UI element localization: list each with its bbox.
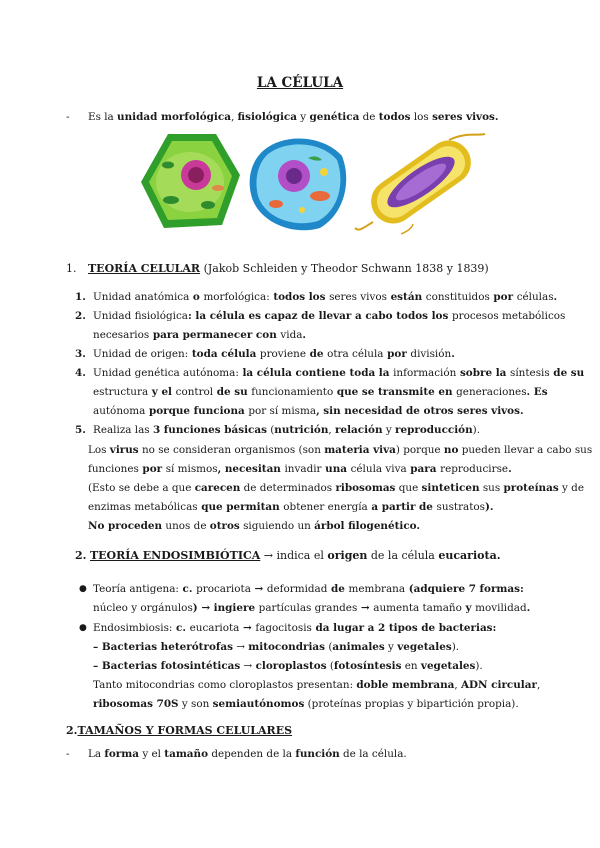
bold-term: , necesitan bbox=[217, 463, 285, 475]
bold-term: seres vivos. bbox=[432, 111, 499, 123]
bullet-line bbox=[93, 676, 540, 695]
text-run: , bbox=[328, 424, 335, 436]
section2-heading: 2. TEORÍA ENDOSIMBIÓTICA → indica el origen de la célula eucariota. bbox=[75, 549, 501, 562]
bullet-line bbox=[93, 695, 519, 714]
text-run: síntesis bbox=[510, 367, 550, 379]
text-run: ). bbox=[451, 641, 460, 653]
text-run: Unidad anatómica bbox=[93, 291, 190, 303]
bold-term: a partir de bbox=[367, 501, 437, 513]
text-run: ). bbox=[475, 660, 483, 672]
text-run: y el bbox=[139, 748, 165, 760]
text-run: → bbox=[240, 660, 256, 672]
bold-term: → bbox=[239, 622, 256, 634]
text-run: los bbox=[410, 111, 433, 123]
text-run: eucariota bbox=[189, 622, 240, 634]
text-run: en bbox=[401, 660, 421, 672]
list-number: 3. bbox=[75, 348, 86, 360]
list-item-line bbox=[93, 383, 548, 402]
bold-term: materia viva bbox=[324, 444, 396, 456]
note-line bbox=[88, 460, 512, 479]
text-run: estructura bbox=[93, 386, 149, 398]
text-run: sustratos bbox=[436, 501, 486, 513]
text-run: generaciones bbox=[456, 386, 527, 398]
text-run: constituidos bbox=[425, 291, 490, 303]
list-number: 4. bbox=[75, 367, 86, 379]
bold-term: otros bbox=[209, 520, 240, 532]
bacterium-icon bbox=[353, 130, 491, 235]
bullet-line bbox=[93, 580, 524, 599]
bold-term: de bbox=[327, 583, 349, 595]
text-run: de determinados bbox=[240, 482, 336, 494]
list-number: 5. bbox=[75, 424, 86, 436]
text-run: dependen de la bbox=[208, 748, 296, 760]
bold-term: tamaño bbox=[164, 748, 209, 760]
text-run: → bbox=[232, 641, 249, 653]
bold-term: no bbox=[443, 444, 459, 456]
bold-term: – Bacterias heterótrofas bbox=[93, 641, 233, 653]
list-number: 2. bbox=[75, 310, 86, 322]
text-run: autónoma bbox=[93, 405, 146, 417]
text-run: , bbox=[454, 679, 461, 691]
text-run: La bbox=[88, 748, 105, 760]
text-run: información bbox=[393, 367, 457, 379]
text-run: células bbox=[516, 291, 554, 303]
text-run: funciones bbox=[88, 463, 139, 475]
bold-term: No proceden bbox=[88, 520, 163, 532]
bold-term: ribosomas 70S bbox=[93, 698, 179, 710]
bold-term: cloroplastos bbox=[255, 660, 327, 672]
bold-term: (adquiere 7 formas: bbox=[405, 583, 524, 595]
bold-term: . bbox=[553, 291, 558, 303]
bold-term: forma bbox=[104, 748, 140, 760]
bullet-icon: ● bbox=[79, 623, 87, 633]
bold-term: c. bbox=[178, 583, 197, 595]
bold-term: ADN circular bbox=[460, 679, 537, 691]
text-run: ( bbox=[325, 641, 333, 653]
bold-term: c. bbox=[172, 622, 190, 634]
text-run: , bbox=[230, 111, 238, 123]
text-run: siguiendo un bbox=[239, 520, 315, 532]
bold-term: fotosíntesis bbox=[333, 660, 402, 672]
text-run: ) porque bbox=[395, 444, 444, 456]
bold-term: sobre la bbox=[456, 367, 511, 379]
text-run: vida bbox=[280, 329, 303, 341]
text-run: Los bbox=[88, 444, 110, 456]
bold-term: para permanecer con bbox=[149, 329, 281, 341]
text-run: Teoría antigena: bbox=[93, 583, 179, 595]
bold-term: ) → ingiere bbox=[192, 602, 259, 614]
text-run: procariota bbox=[196, 583, 251, 595]
text-run: aumenta tamaño bbox=[373, 602, 462, 614]
text-run: movilidad bbox=[475, 602, 527, 614]
section1-heading: TEORÍA CELULAR (Jakob Schleiden y Theodor Schwann 1838 y 1839) bbox=[88, 262, 489, 275]
bold-term: y bbox=[461, 602, 476, 614]
text-run: Tanto mitocondrias como cloroplastos presentan: bbox=[93, 679, 357, 691]
text-run: procesos metabólicos bbox=[451, 310, 566, 322]
bold-term: . bbox=[451, 348, 455, 360]
text-run: obtener energía bbox=[283, 501, 368, 513]
bold-term: carecen bbox=[194, 482, 241, 494]
text-run: y de bbox=[558, 482, 584, 494]
text-run: seres vivos bbox=[329, 291, 387, 303]
list-item-line bbox=[93, 364, 584, 383]
bold-term: una bbox=[321, 463, 351, 475]
list-item-line bbox=[93, 288, 557, 307]
bold-term: que permitan bbox=[197, 501, 284, 513]
note-line bbox=[88, 517, 420, 536]
text-run: y bbox=[382, 424, 395, 436]
text-run: → indica el bbox=[260, 549, 328, 562]
bold-term: unidad morfológica bbox=[117, 111, 231, 123]
bold-term: semiautónomos bbox=[212, 698, 305, 710]
text-run: pueden llevar a cabo sus bbox=[458, 444, 593, 456]
text-run: división bbox=[410, 348, 452, 360]
text-run: Realiza las bbox=[93, 424, 153, 436]
text-run: núcleo y orgánulos bbox=[93, 602, 193, 614]
section1-number: 1. bbox=[66, 262, 77, 275]
bold-term: por bbox=[489, 291, 517, 303]
bold-term: todos los bbox=[269, 291, 330, 303]
bold-term: ribosomas bbox=[335, 482, 396, 494]
bold-term: . bbox=[508, 463, 512, 475]
bold-term: → bbox=[357, 602, 374, 614]
bold-term: nutrición bbox=[274, 424, 329, 436]
list-item-line bbox=[93, 421, 480, 440]
bold-term: proteínas bbox=[503, 482, 559, 494]
bold-term: → bbox=[250, 583, 267, 595]
text-run: de la célula bbox=[367, 549, 439, 562]
bullet-line bbox=[93, 619, 496, 638]
bold-term: o bbox=[189, 291, 204, 303]
plant-cell-icon bbox=[138, 130, 243, 232]
text-run: control bbox=[175, 386, 214, 398]
note-line bbox=[88, 441, 592, 460]
bold-term: de su bbox=[213, 386, 252, 398]
text-run: enzimas metabólicas bbox=[88, 501, 198, 513]
text-run: fagocitosis bbox=[255, 622, 312, 634]
bold-term: toda célula bbox=[188, 348, 260, 360]
text-run: reproducirse bbox=[440, 463, 509, 475]
text-run: no se consideran organismos (son bbox=[138, 444, 325, 456]
text-run: funcionamiento bbox=[251, 386, 334, 398]
intro-dash: - bbox=[66, 111, 70, 123]
bold-term: fisiológica bbox=[237, 111, 297, 123]
text-run: Endosimbiosis: bbox=[93, 622, 173, 634]
text-run: ( bbox=[326, 660, 334, 672]
bullet-line bbox=[93, 638, 459, 657]
list-item-line bbox=[93, 326, 306, 345]
bold-term: , sin necesidad de otros seres vivos. bbox=[316, 405, 524, 417]
text-run: por sí misma bbox=[248, 405, 317, 417]
text-run: membrana bbox=[348, 583, 406, 595]
bold-term: – Bacterias fotosintéticas bbox=[93, 660, 241, 672]
bold-term: están bbox=[386, 291, 426, 303]
bold-term: da lugar a 2 tipos de bacterias: bbox=[311, 622, 497, 634]
bold-term: que se transmite en bbox=[333, 386, 457, 398]
text-run: ( bbox=[266, 424, 275, 436]
animal-cell-icon bbox=[246, 130, 350, 234]
text-run: y bbox=[384, 641, 398, 653]
text-run: y son bbox=[178, 698, 213, 710]
bullet-line bbox=[93, 599, 530, 618]
bold-term: : la célula es capaz de llevar a cabo todos los bbox=[187, 310, 452, 322]
bold-term: . bbox=[302, 329, 307, 341]
bold-term: función bbox=[295, 748, 340, 760]
text-run: que bbox=[395, 482, 422, 494]
bullet-line bbox=[93, 657, 483, 676]
section3-dash: - bbox=[66, 748, 70, 760]
section2-heading-rest bbox=[260, 549, 500, 562]
page-title: LA CÉLULA bbox=[256, 75, 344, 91]
section3-text bbox=[88, 745, 407, 764]
list-item-line bbox=[93, 307, 565, 326]
section3-heading: 2.TAMAÑOS Y FORMAS CELULARES bbox=[66, 724, 293, 737]
text-run: sí mismos bbox=[165, 463, 218, 475]
list-item-line bbox=[93, 345, 455, 364]
text-run: unos de bbox=[162, 520, 210, 532]
bold-term: sinteticen bbox=[421, 482, 480, 494]
bold-term: mitocondrias bbox=[248, 641, 326, 653]
list-number: 1. bbox=[75, 291, 86, 303]
bold-term: . bbox=[526, 602, 531, 614]
bold-term: ). bbox=[485, 501, 494, 513]
note-line bbox=[88, 479, 584, 498]
bold-term: doble membrana bbox=[356, 679, 455, 691]
bold-term: eucariota. bbox=[438, 549, 501, 562]
text-run: otra célula bbox=[327, 348, 384, 360]
text-run: Unidad de origen: bbox=[93, 348, 189, 360]
text-run: invadir bbox=[284, 463, 322, 475]
text-run: necesarios bbox=[93, 329, 150, 341]
text-run: Es la bbox=[88, 111, 118, 123]
text-run: de bbox=[359, 111, 379, 123]
bold-term: de bbox=[305, 348, 328, 360]
bold-term: para bbox=[406, 463, 441, 475]
text-run: ). bbox=[472, 424, 481, 436]
text-run: Unidad genética autónoma: bbox=[93, 367, 239, 379]
text-run: Unidad fisiológica bbox=[93, 310, 188, 322]
text-run: morfológica: bbox=[203, 291, 270, 303]
bold-term: por bbox=[383, 348, 411, 360]
text-run: deformidad bbox=[266, 583, 328, 595]
note-line bbox=[88, 498, 494, 517]
bold-term: genética bbox=[309, 111, 360, 123]
list-item-line bbox=[93, 402, 524, 421]
bold-term: árbol filogenético. bbox=[314, 520, 421, 532]
bold-term: 3 funciones básicas bbox=[152, 424, 267, 436]
text-run: proviene bbox=[259, 348, 306, 360]
bold-term: . Es bbox=[526, 386, 548, 398]
text-run: de la célula. bbox=[339, 748, 407, 760]
bold-term: todos bbox=[378, 111, 411, 123]
bold-term: la célula contiene toda la bbox=[238, 367, 394, 379]
bold-term: por bbox=[138, 463, 166, 475]
bold-term: reproducción bbox=[395, 424, 473, 436]
bold-term: origen bbox=[327, 549, 368, 562]
bold-term: y el bbox=[148, 386, 176, 398]
bold-term: animales bbox=[332, 641, 385, 653]
bold-term: vegetales bbox=[420, 660, 476, 672]
text-run: (Esto se debe a que bbox=[88, 482, 195, 494]
text-run: partículas grandes bbox=[258, 602, 358, 614]
bold-term: vegetales bbox=[397, 641, 452, 653]
text-run: y bbox=[296, 111, 310, 123]
bold-term: de su bbox=[549, 367, 585, 379]
bold-term: relación bbox=[334, 424, 383, 436]
bold-term: virus bbox=[109, 444, 139, 456]
intro-text bbox=[88, 108, 499, 127]
text-run: , bbox=[536, 679, 541, 691]
text-run: (proteínas propias y bipartición propia). bbox=[304, 698, 519, 710]
text-run: célula viva bbox=[350, 463, 407, 475]
bold-term: porque funciona bbox=[145, 405, 249, 417]
text-run: sus bbox=[479, 482, 504, 494]
bullet-icon: ● bbox=[79, 584, 87, 594]
